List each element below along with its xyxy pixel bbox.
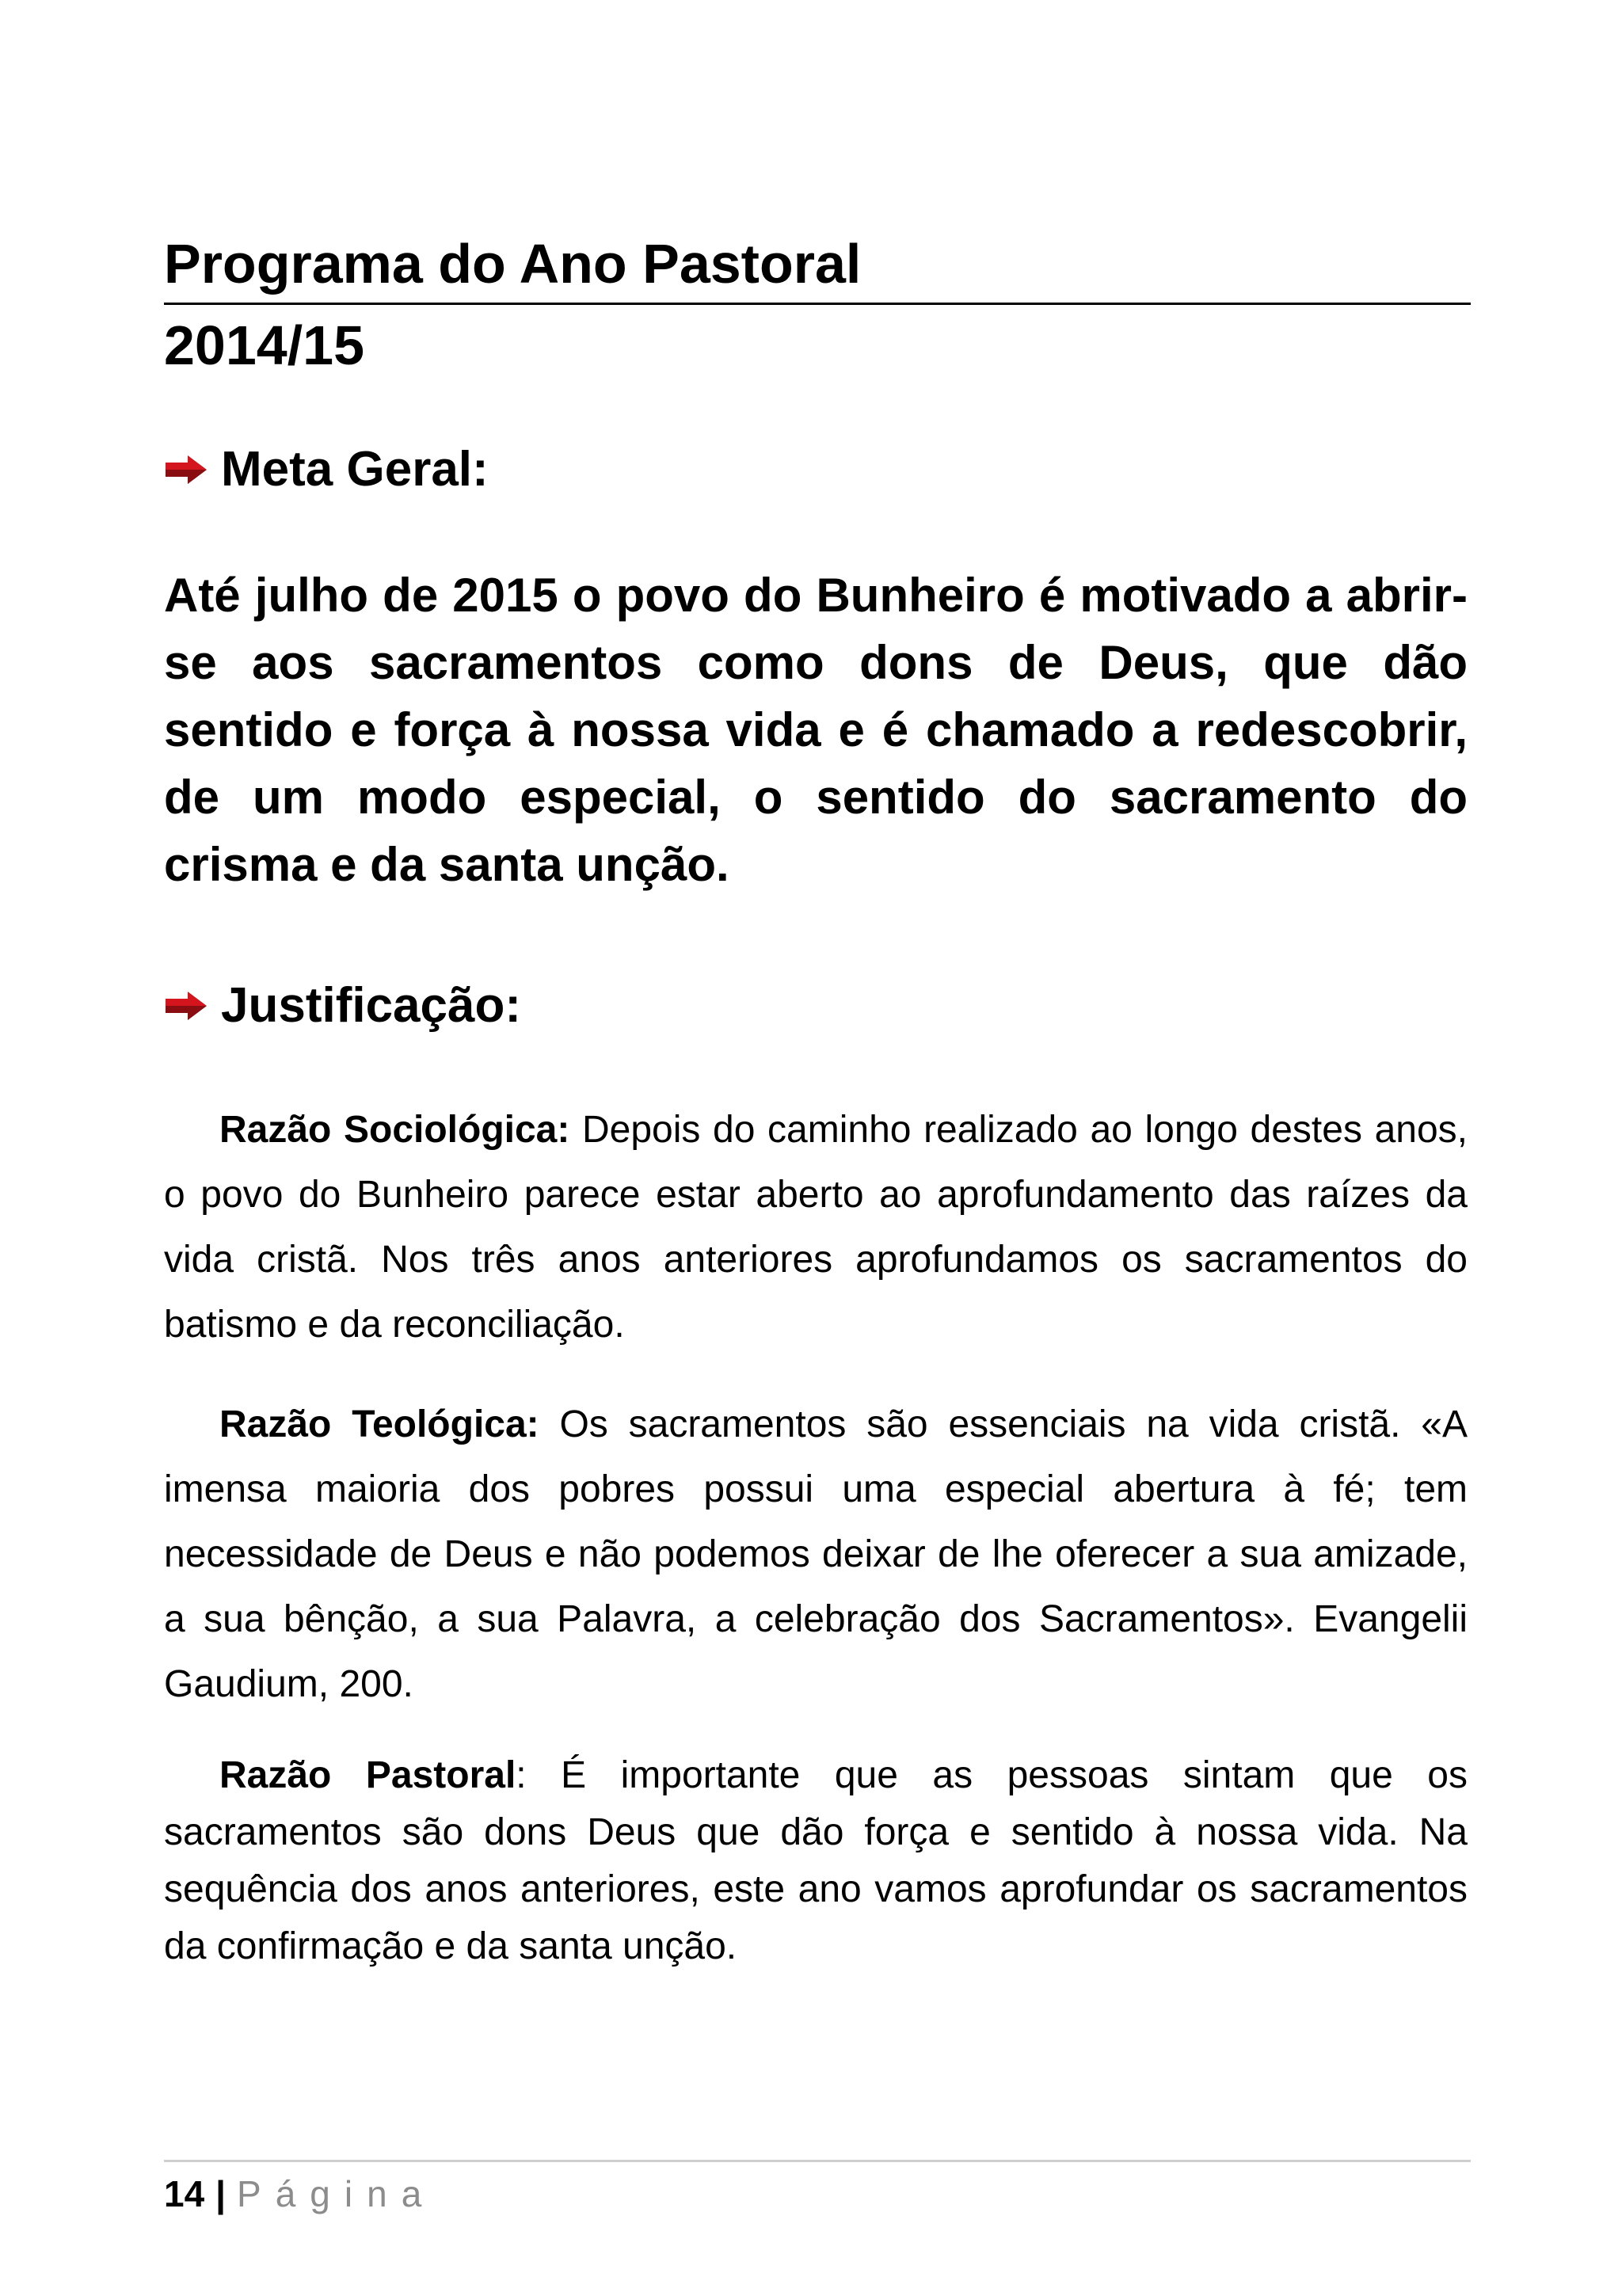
reason-teologica-label: Razão Teológica:	[219, 1403, 539, 1445]
page-footer	[164, 2170, 436, 2218]
page-content	[164, 230, 1468, 1975]
page-label: Página	[237, 2173, 436, 2214]
footer-separator: |	[215, 2173, 227, 2214]
reason-teologica	[164, 1392, 1468, 1717]
reason-sociologica-label: Razão Sociológica:	[219, 1109, 570, 1151]
page-number: 14	[164, 2173, 205, 2214]
justificacao-heading	[164, 974, 1468, 1038]
justificacao-label: Justificação:	[221, 978, 522, 1033]
document-title: Programa do Ano Pastoral	[164, 233, 862, 295]
reason-pastoral-text: : É importante que as pessoas sintam que os sacramentos são dons Deus que dão força e sentido à nossa vida. Na sequência dos anos anteriores, este ano vamos aprofundar os sacramentos da confirmação e da santa unção.	[164, 1754, 1468, 1967]
title-divider	[164, 303, 1471, 305]
meta-geral-label: Meta Geral:	[221, 442, 489, 497]
red-arrow-icon	[164, 990, 208, 1022]
red-arrow-icon	[164, 454, 208, 485]
reason-pastoral	[164, 1747, 1468, 1975]
footer-divider	[164, 2160, 1471, 2162]
reason-teologica-text: Os sacramentos são essenciais na vida cristã. «A imensa maioria dos pobres possui uma especial abertura à fé; tem necessidade de Deus e não podemos deixar de lhe oferecer a sua amizade, a sua bênção, a sua Palavra, a celebração dos Sacramentos». Evangelii Gaudium, 200.	[164, 1403, 1468, 1705]
meta-geral-text: Até julho de 2015 o povo do Bunheiro é motivado a abrir-se aos sacramentos como dons de Deus, que dão sentido e força à nossa vida e é chamado a redescobrir, de um modo especial, o sentido do sacramento do crisma e da santa unção.	[164, 569, 1468, 891]
document-year: 2014/15	[164, 314, 365, 376]
meta-geral-heading	[164, 438, 1468, 501]
reason-pastoral-label: Razão Pastoral	[219, 1754, 516, 1796]
reason-sociologica-text: Depois do caminho realizado ao longo destes anos, o povo do Bunheiro parece estar aberto ao aprofundamento das raízes da vida cristã. Nos três anos anteriores aprofundamos os sacramentos do batismo e da reconciliação.	[164, 1109, 1468, 1346]
reason-sociologica	[164, 1098, 1468, 1357]
